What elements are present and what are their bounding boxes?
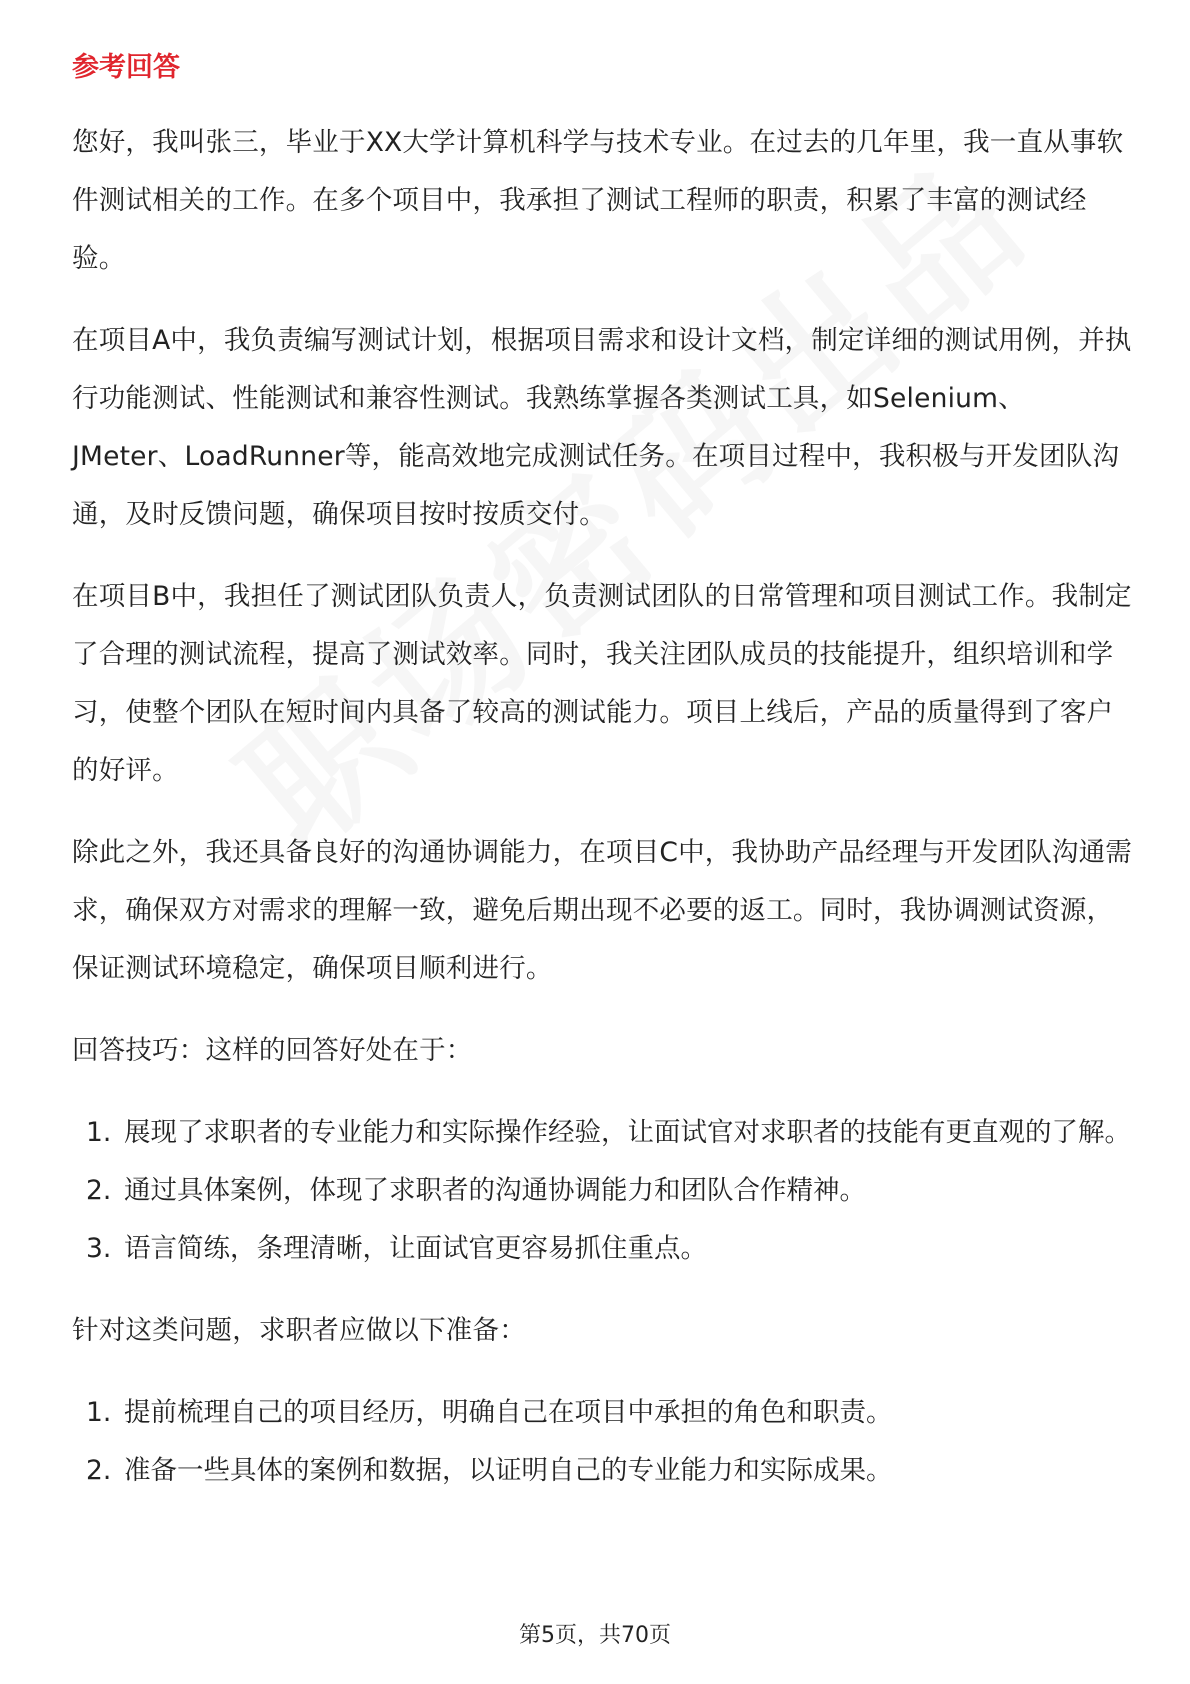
list-item [72,1442,1132,1500]
list-number: 2. [86,1175,112,1206]
section-heading: 参考回答 [72,52,180,83]
list-item [72,1104,1132,1162]
list-number: 1. [86,1117,112,1148]
paragraph-project-c: 除此之外，我还具备良好的沟通协调能力，在项目C中，我协助产品经理与开发团队沟通需求，确保双方对需求的理解一致，避免后期出现不必要的返工。同时，我协调测试资源，保证测试环境稳定，确保项目顺利进行。 [72,837,1133,984]
document-body [72,48,1132,1524]
list-text: 展现了求职者的专业能力和实际操作经验，让面试官对求职者的技能有更直观的了解。 [124,1117,1131,1148]
list-text: 准备一些具体的案例和数据，以证明自己的专业能力和实际成果。 [124,1455,893,1486]
paragraph-project-a: 在项目A中，我负责编写测试计划，根据项目需求和设计文档，制定详细的测试用例，并执行功能测试、性能测试和兼容性测试。我熟练掌握各类测试工具，如Selenium、JMeter、LoadRunner等，能高效地完成测试任务。在项目过程中，我积极与开发团队沟通，及时反馈问题，确保项目按时按质交付。 [72,325,1132,530]
list-item [72,1384,1132,1442]
page-number: 第5页，共70页 [519,1623,671,1648]
tips-intro: 回答技巧：这样的回答好处在于： [72,1035,473,1066]
list-text: 语言简练，条理清晰，让面试官更容易抓住重点。 [124,1233,707,1264]
paragraph-project-b: 在项目B中，我担任了测试团队负责人，负责测试团队的日常管理和项目测试工作。我制定了合理的测试流程，提高了测试效率。同时，我关注团队成员的技能提升，组织培训和学习，使整个团队在短时间内具备了较高的测试能力。项目上线后，产品的质量得到了客户的好评。 [72,581,1132,786]
list-item [72,1220,1132,1278]
list-number: 1. [86,1397,112,1428]
list-number: 3. [86,1233,112,1264]
prep-intro: 针对这类问题，求职者应做以下准备： [72,1315,526,1346]
list-item [72,1162,1132,1220]
tips-list [72,1104,1132,1278]
list-number: 2. [86,1455,112,1486]
list-text: 提前梳理自己的项目经历，明确自己在项目中承担的角色和职责。 [124,1397,893,1428]
paragraph-intro: 您好，我叫张三，毕业于XX大学计算机科学与技术专业。在过去的几年里，我一直从事软件测试相关的工作。在多个项目中，我承担了测试工程师的职责，积累了丰富的测试经验。 [72,127,1124,274]
list-text: 通过具体案例，体现了求职者的沟通协调能力和团队合作精神。 [124,1175,866,1206]
prep-list [72,1384,1132,1500]
